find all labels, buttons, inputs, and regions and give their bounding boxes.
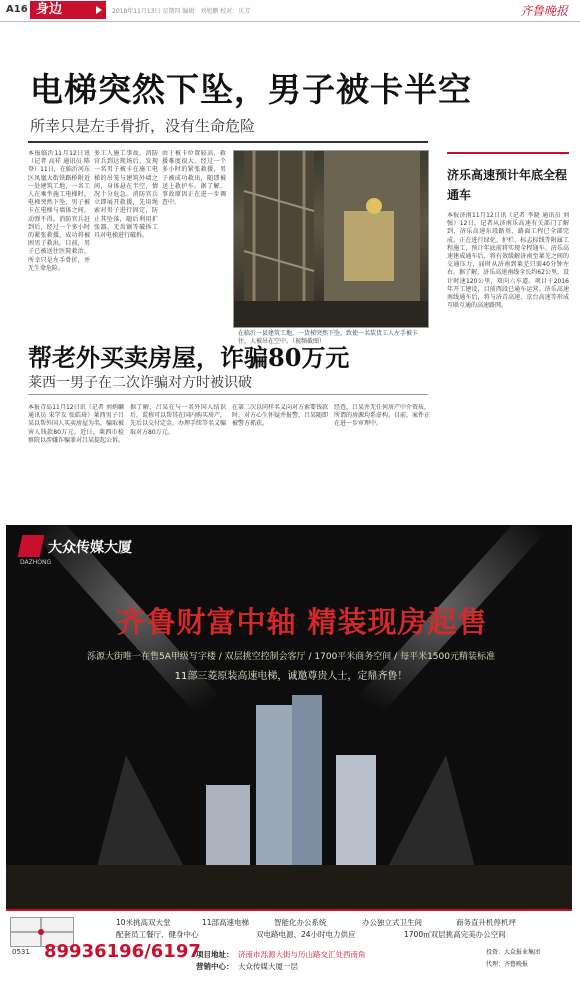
article2-headline: 帮老外买卖房屋，诈骗80万元	[28, 343, 350, 372]
ad-tagline-2: 11部三菱原装高速电梯，诚邀尊贵人士，定鼎齐鲁！	[174, 671, 408, 682]
divider	[28, 394, 428, 395]
page-number: A16	[6, 4, 28, 15]
sales-center-label: 营销中心：	[196, 962, 234, 971]
feature-item: 办公独立式卫生间	[362, 918, 422, 927]
real-estate-advertisement	[6, 525, 572, 973]
newspaper-logo: 齐鲁晚报	[520, 4, 569, 18]
feature-item: 10米挑高双大堂	[116, 918, 171, 927]
article1-column-2: 多工人施工事故。消防官兵到达现场后，发现一名男子被卡在施工电梯的吊笼与建筑外墙之间，身体悬在半空，情况十分危急。消防官兵立即展开救援，先用绳索对男子进行固定，防止其坠落，随后利用扩张器、无齿锯等破拆工具对电梯进行破拆。	[94, 150, 158, 240]
article2-subheadline: 莱西一男子在二次诈骗对方时被识破	[28, 375, 252, 391]
ad-tagline-1: 泺源大街唯一在售5A甲级写字楼 / 双层挑空控制会客厅 / 1700平米商务空间 / 每平米1500元精装标准	[87, 652, 495, 662]
partner-2: 代理：齐鲁晚报	[486, 961, 529, 968]
photo-caption: 在临沂一县建筑工地，一货梯突然下坠，致使一名装货工人左手被卡住，人被吊在空中。（视频截图）	[238, 330, 419, 345]
sales-center-value: 大众传媒大厦一层	[238, 962, 298, 971]
article1-column-3: 由于被卡位置较高，救援难度很大。经过一个多小时的紧张救援，男子被成功救出，随即被送上救护车。据了解，事故原因正在进一步调查中。	[162, 150, 226, 207]
address-value: 济南市泺源大街与历山路交汇处西南角	[238, 950, 366, 959]
section-arrow-icon	[94, 1, 106, 19]
photo-scene	[234, 151, 429, 328]
ad-brand-name: 大众传媒大厦	[48, 540, 132, 556]
sidebar-headline: 济乐高速预计年底全程通车	[447, 168, 568, 202]
area-code: 0531	[12, 948, 30, 956]
partner-1: 投资：大众报业集团	[486, 949, 541, 956]
feature-item: 1700㎡双层挑高完美办公空间	[404, 930, 506, 939]
ad-headline: 齐鲁财富中轴 精装现房起售	[116, 605, 488, 639]
section-title: 身边	[30, 1, 100, 19]
article1-column-1: 本报临沂11月12日讯（记者 高祥 通讯员 陈登）11日，在临沂河东区凤凰大街铁路桥附近一处建筑工地，一名工人在乘坐施工电梯时，电梯突然下坠，男子被卡在电梯与墙体之间，动弹不得。消防官兵赶到后，经过一个多小时的紧张救援，成功将被困男子救出。目前，男子已被送往医院救治，所幸只是左手骨折，并无生命危险。	[28, 150, 90, 272]
sidebar-body: 本报济南11月12日讯（记者 李晓 通讯员 刘强）12日，记者从济南乐高速有关部门了解到，济乐高速东段路基、路面工程已全部完成，正在进行绿化、护栏、标志标线等附属工程施工，预计年底前将实现全程通车。济乐高速建成通车后，将有效缓解济南至莱芜之间的交通压力，届时从济南到莱芜只需40分钟左右。据了解，济乐高速南线全长约62公里，设计时速120公里，双向六车道。项目于2016年开工建设，目前西段已通车运营。济乐高速南线通车后，将与济青高速、京台高速等形成互联互通的高速路网。	[447, 212, 569, 310]
date-line: 2018年11月13日 星期四 编辑：刘旭鹏 校对：庆芳	[112, 8, 251, 15]
address-label: 项目地址：	[196, 950, 234, 959]
page-header	[0, 0, 580, 22]
ad-brand-sub: DAZHONG	[20, 559, 52, 566]
sales-phone-number: 89936196/6197	[44, 941, 201, 962]
article1-headline: 电梯突然下坠，男子被卡半空	[30, 70, 472, 109]
feature-item: 11部高速电梯	[202, 918, 250, 927]
article1-subheadline: 所幸只是左手骨折，没有生命危险	[30, 117, 256, 135]
ad-info-bar	[6, 909, 572, 973]
feature-item: 双电路电源、24小时电力供应	[256, 930, 356, 939]
feature-item: 配套员工餐厅、健身中心	[116, 930, 199, 939]
article2-column-1: 本报青岛11月12日讯（记者 刘炳麟 通讯员 宋学友 张皓琦）莱西男子吕某以帮外国人买卖房屋为名，骗取被害人钱款80万元。近日，莱西市检察院以涉嫌诈骗罪对吕某提起公诉。	[28, 404, 124, 444]
dazhong-logo-icon	[18, 535, 45, 557]
divider	[28, 141, 428, 143]
elevator-accident-photo	[233, 150, 429, 328]
ad-background-art	[6, 525, 572, 909]
sidebar-top-rule	[447, 152, 569, 154]
feature-item: 商务直升机停机坪	[456, 918, 516, 927]
article2-column-2: 据了解，吕某在与一名外国人结识后，谎称可以帮其在国内购买房产，先后以交付定金、办理手续等名义骗取对方80万元。	[130, 404, 226, 436]
article2-column-3: 在第二次以同样名义向对方索要钱款时，对方心生怀疑并报警，吕某随即被警方抓获。	[232, 404, 328, 428]
article2-column-4: 经查，吕某并无任何房产中介资质，所谓的房源均系虚构。目前，案件正在进一步审理中。	[334, 404, 430, 428]
feature-item: 智能化办公系统	[274, 918, 327, 927]
